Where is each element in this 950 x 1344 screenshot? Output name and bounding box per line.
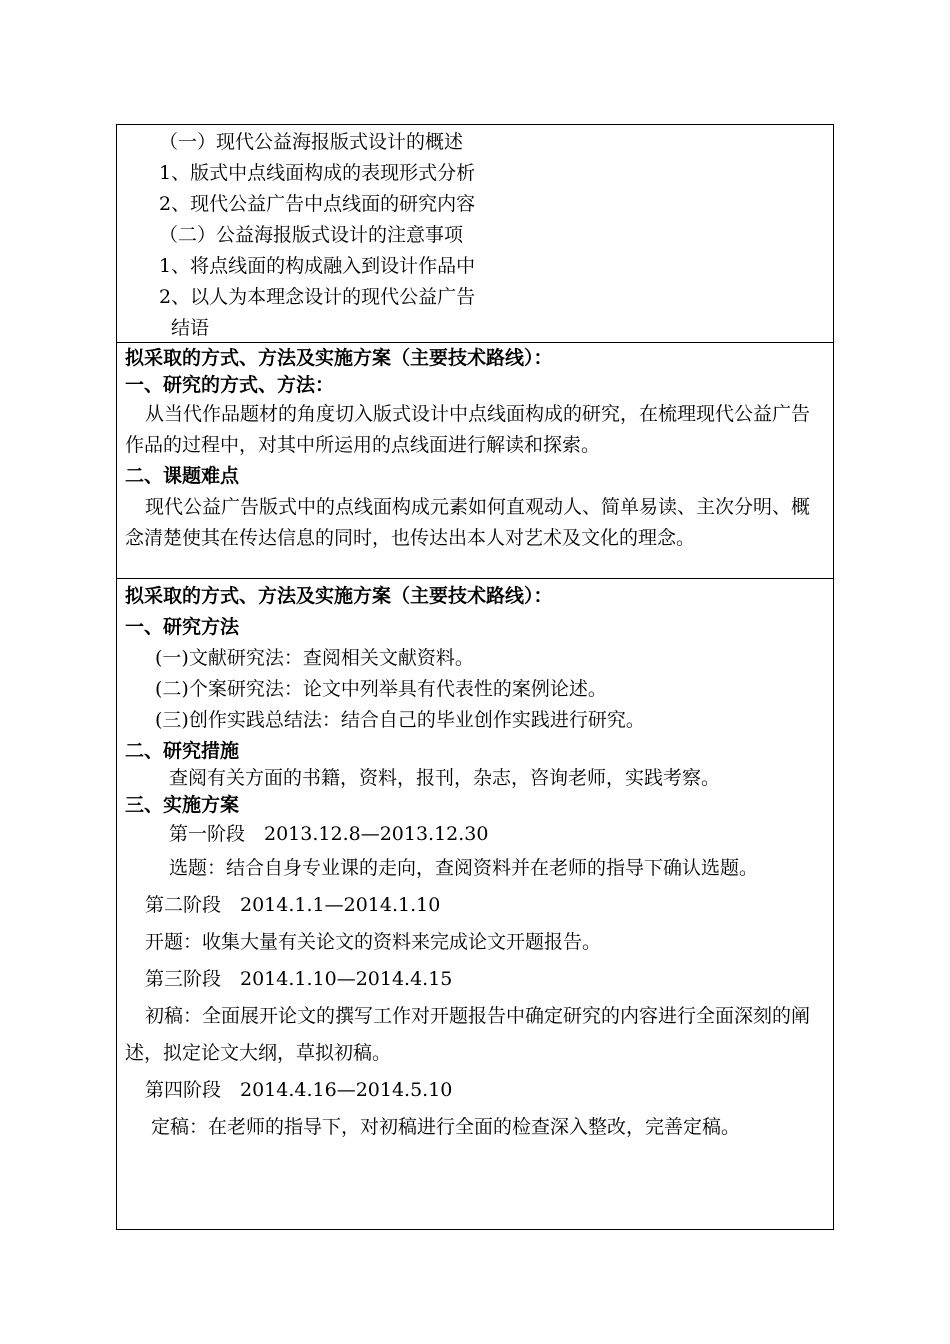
outline-item: （二）公益海报版式设计的注意事项	[159, 224, 464, 246]
method-item: (三)创作实践总结法：结合自己的毕业创作实践进行研究。	[155, 709, 645, 731]
outline-item: 1、版式中点线面构成的表现形式分析	[159, 162, 476, 184]
paragraph: 现代公益广告版式中的点线面构成元素如何直观动人、简单易读、主次分明、概念清楚使其在传达信息的同时，也传达出本人对艺术及文化的理念。	[125, 496, 811, 549]
stage-title: 第一阶段 2013.12.8—2013.12.30	[169, 823, 489, 845]
section-heading: 拟采取的方式、方法及实施方案（主要技术路线）：	[125, 585, 553, 607]
methods-cell-1	[117, 343, 833, 579]
outline-cell	[117, 125, 833, 343]
outline-item: 结语	[171, 317, 210, 339]
outline-item: 2、以人为本理念设计的现代公益广告	[159, 286, 476, 308]
outline-item: 2、现代公益广告中点线面的研究内容	[159, 193, 476, 215]
stage-text: 开题：收集大量有关论文的资料来完成论文开题报告。	[145, 931, 602, 953]
outline-item: （一）现代公益海报版式设计的概述	[159, 131, 464, 153]
subheading: 二、研究措施	[125, 740, 240, 762]
stage-title: 第二阶段 2014.1.1—2014.1.10	[145, 894, 441, 916]
subheading: 一、研究的方式、方法：	[125, 374, 335, 396]
method-item: (二)个案研究法：论文中列举具有代表性的案例论述。	[155, 678, 607, 700]
outline-item: 1、将点线面的构成融入到设计作品中	[159, 255, 476, 277]
stage-text: 定稿：在老师的指导下，对初稿进行全面的检查深入整改，完善定稿。	[151, 1116, 741, 1138]
stage-text: 初稿：全面展开论文的撰写工作对开题报告中确定研究的内容进行全面深刻的阐 述，拟定论文大纲，草拟初稿。	[125, 1005, 830, 1064]
subheading: 一、研究方法	[125, 616, 240, 638]
measures-text: 查阅有关方面的书籍，资料，报刊，杂志，咨询老师，实践考察。	[169, 767, 721, 789]
section-heading: 拟采取的方式、方法及实施方案（主要技术路线）：	[125, 347, 553, 369]
proposal-table	[116, 124, 834, 1230]
stage-title: 第四阶段 2014.4.16—2014.5.10	[145, 1079, 453, 1101]
stage-text: 选题：结合自身专业课的走向，查阅资料并在老师的指导下确认选题。	[169, 857, 759, 879]
method-item: (一)文献研究法：查阅相关文献资料。	[155, 647, 474, 669]
subheading: 二、课题难点	[125, 465, 240, 487]
subheading: 三、实施方案	[125, 794, 240, 816]
paragraph: 从当代作品题材的角度切入版式设计中点线面构成的研究，在梳理现代公益广告作品的过程中，对其中所运用的点线面进行解读和探索。	[125, 403, 811, 456]
stage-title: 第三阶段 2014.1.10—2014.4.15	[145, 968, 453, 990]
methods-cell-2	[117, 579, 833, 1229]
